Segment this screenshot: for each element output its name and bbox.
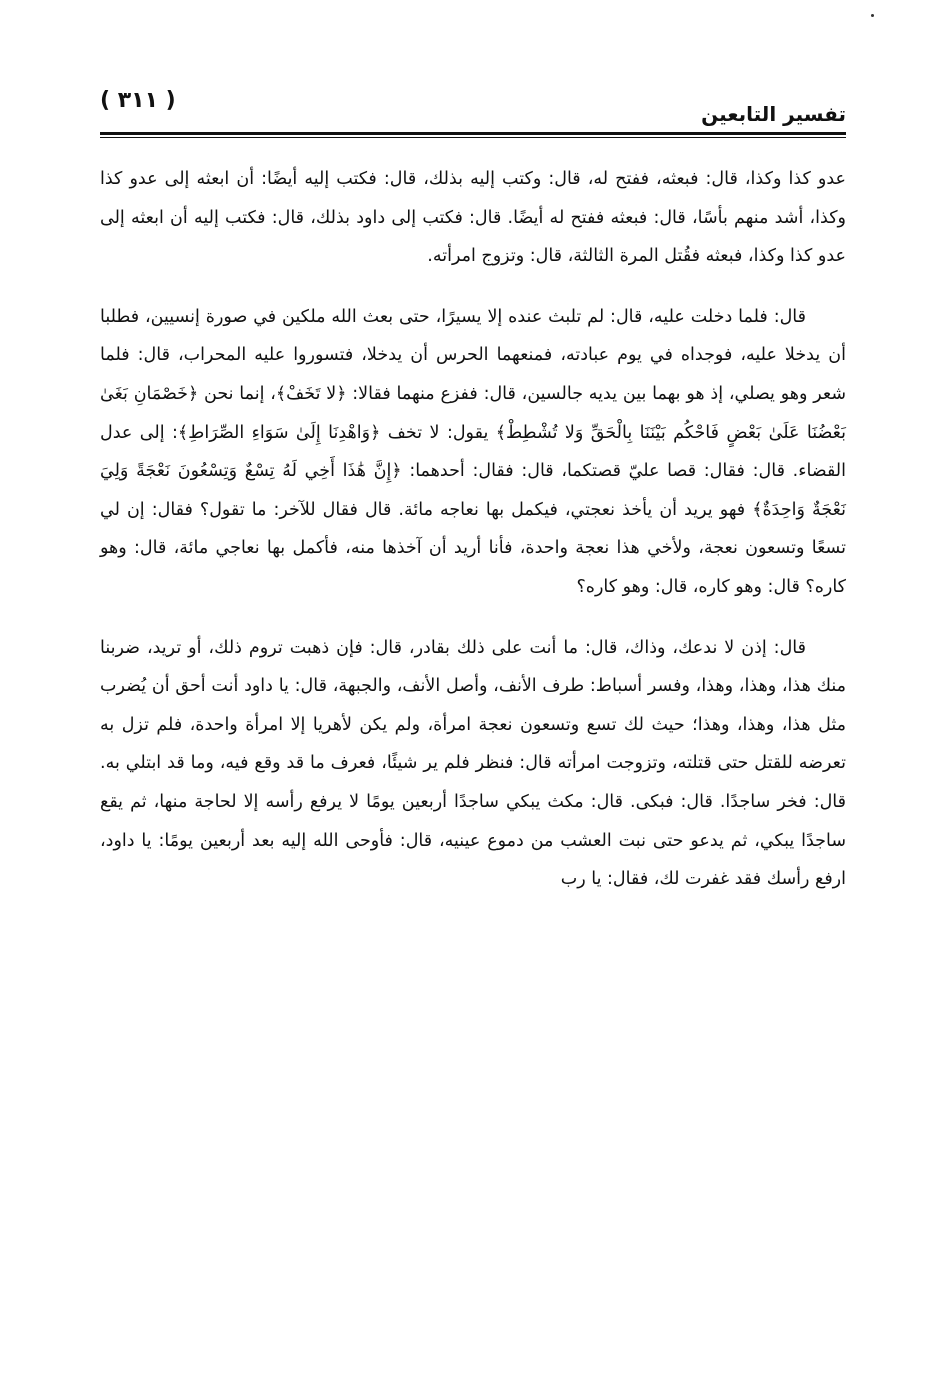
paragraph: قال: فلما دخلت عليه، قال: لم تلبث عنده إلا يسيرًا، حتى بعث الله ملكين في صورة إنسيين، فطلبا أن يدخلا عليه، فوجداه في يوم عبادته، فمنعهما الحرس أن يدخلا، فتسوروا عليه المحراب، قال: فلما شعر وهو يصلي، إذ هو بهما بين يديه جالسين، قال: ففزع منهما فقالا: ﴿لا تَخَفْ﴾، إنما نحن ﴿خَصْمَانِ بَغَىٰ بَعْضُنَا عَلَىٰ بَعْضٍ فَاحْكُم بَيْنَنَا بِالْحَقِّ وَلا تُشْطِطْ﴾ يقول: لا تخف ﴿وَاهْدِنَا إِلَىٰ سَوَاءِ الصِّرَاطِ﴾: إلى عدل القضاء. قال: فقال: قصا عليّ قصتكما، قال: فقال: أحدهما: ﴿إِنَّ هَٰذَا أَخِي لَهُ تِسْعٌ وَتِسْعُونَ نَعْجَةً وَلِيَ نَعْجَةٌ وَاحِدَةٌ﴾ فهو يريد أن يأخذ نعجتي، فيكمل بها نعاجه مائة. قال فقال للآخر: ما تقول؟ فقال: إن لي تسعًا وتسعون نعجة، ولأخي هذا نعجة واحدة، فأنا أريد أن آخذها منه، فأكمل بها نعاجي مائة، قال: وهو كاره؟ قال: وهو كاره، قال: وهو كاره؟ [100,306,846,597]
page-number: ( ٣١١ ) [100,88,176,113]
header-rule [100,132,846,138]
paragraph: قال: إذن لا ندعك، وذاك، قال: ما أنت على ذلك بقادر، قال: فإن ذهبت تروم ذلك، أو تريد، ضربنا منك هذا، وهذا، وهذا، وفسر أسباط: طرف الأنف، وأصل الأنف، والجبهة، قال: يا داود أنت أحق أن يُضرب مثل هذا، وهذا، وهذا؛ حيث لك تسع وتسعون نعجة امرأة، ولم يكن لأهريا إلا امرأة واحدة، فلم تزل به تعرضه للقتل حتى قتلته، وتزوجت امرأته قال: فنظر فلم ير شيئًا، فعرف ما قد وقع فيه، وما قد ابتلي به. قال: فخر ساجدًا. قال: فبكى. قال: مكث يبكي ساجدًا أربعين يومًا لا يرفع رأسه إلا لحاجة منها، ثم يقع ساجدًا يبكي، ثم يدعو حتى نبت العشب من دموع عينيه، قال: فأوحى الله إليه بعد أربعين يومًا: يا داود، ارفع رأسك فقد غفرت لك، فقال: يا رب [100,637,846,890]
paragraph: عدو كذا وكذا، قال: فبعثه، ففتح له، قال: وكتب إليه بذلك، قال: فكتب إليه أيضًا: أن ابعثه إلى عدو كذا وكذا، أشد منهم بأسًا، قال: فبعثه ففتح له أيضًا. قال: فكتب إلى داود بذلك، قال: فكتب إليه أن ابعثه إلى عدو كذا وكذا، فبعثه فقُتل المرة الثالثة، قال: وتزوج امرأته. [100,169,846,267]
scan-speck [871,14,874,17]
body-text [100,160,846,921]
running-title: تفسير التابعين [701,102,846,126]
page-header [100,84,846,128]
